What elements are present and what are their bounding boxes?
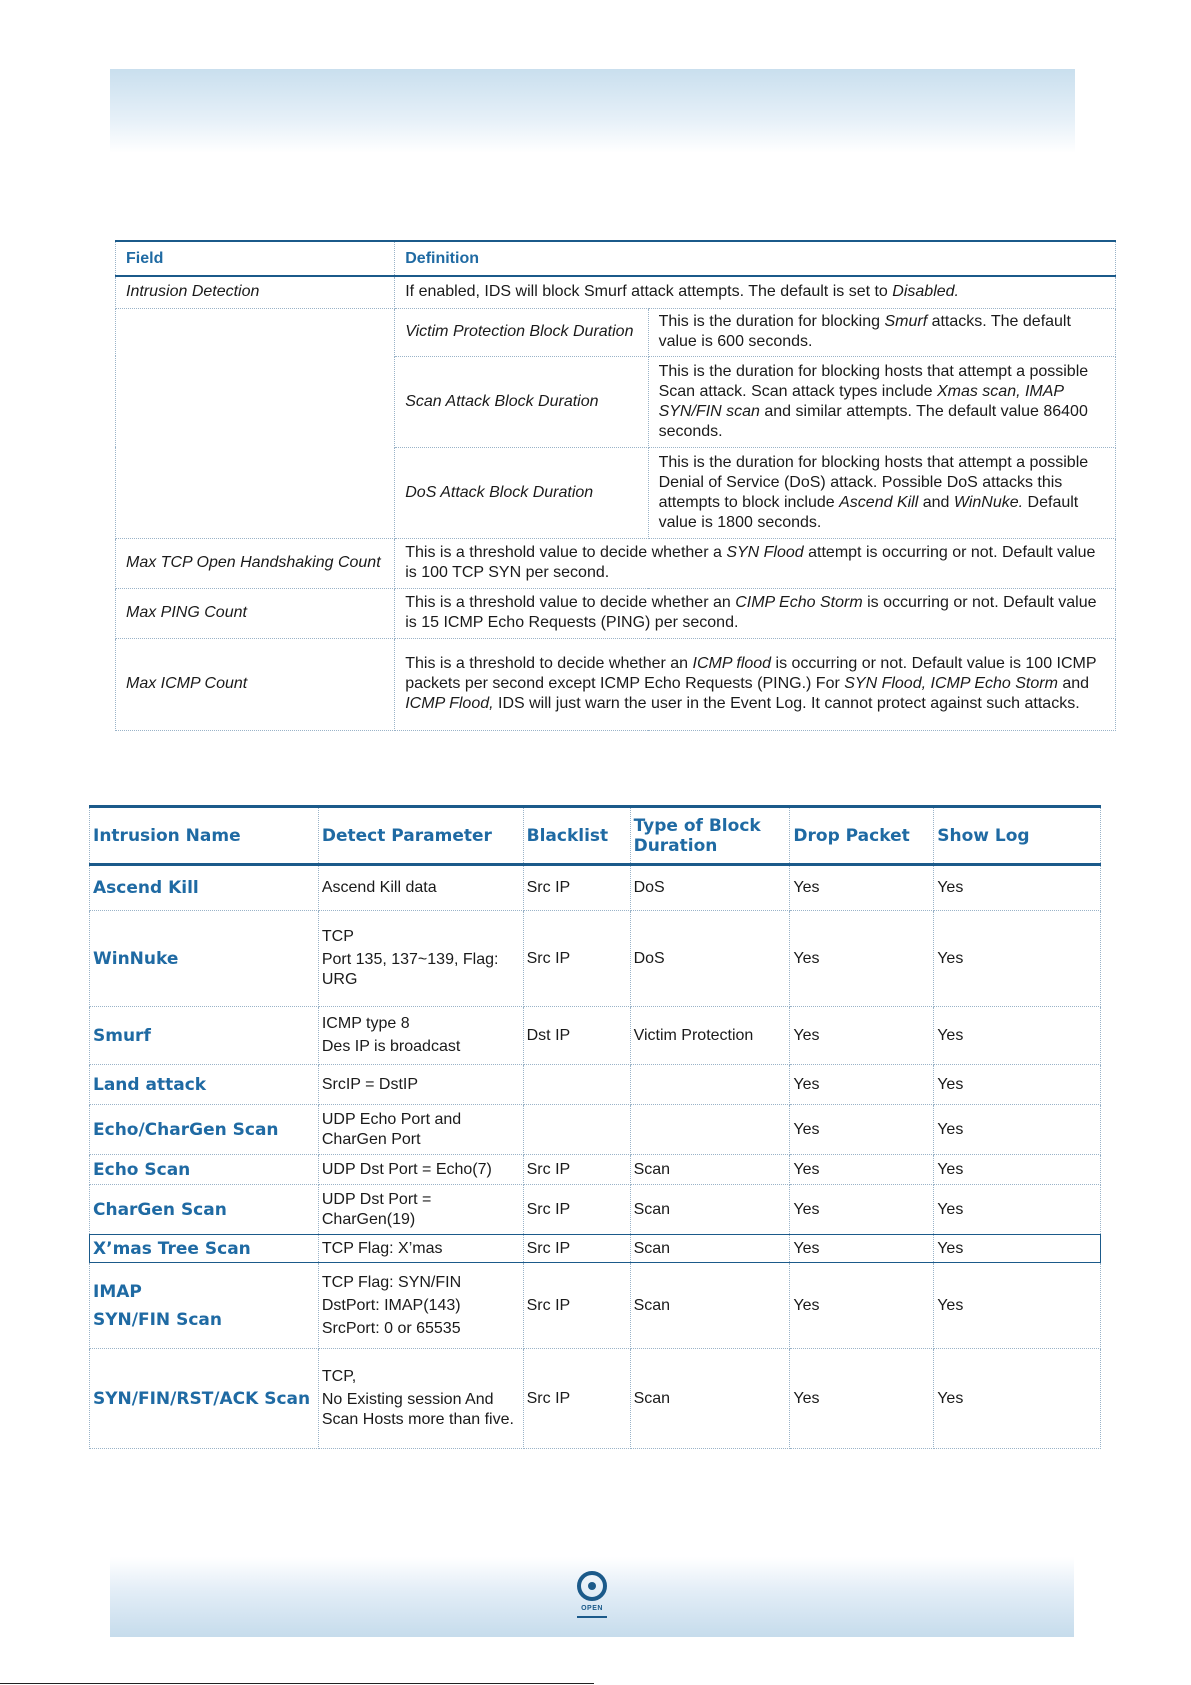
detect-parameter-cell (318, 1263, 523, 1349)
col-header-blacklist: Blacklist (523, 807, 630, 865)
intrusion-name: SYN/FIN Scan (93, 1309, 222, 1330)
intrusion-name-cell (90, 1065, 319, 1105)
intrusion-name-cell (90, 1155, 319, 1185)
logo-underline (577, 1616, 607, 1618)
intrusion-name: Land attack (93, 1074, 207, 1095)
detect-parameter: ICMP type 8 (321, 1015, 410, 1032)
logo-text: OPEN (581, 1605, 603, 1612)
block-duration-cell: DoS (630, 865, 790, 911)
detect-parameter-cell (318, 1235, 523, 1263)
show-log-cell: Yes (934, 911, 1101, 1007)
drop-packet-cell: Yes (790, 865, 934, 911)
detect-parameter: UDP Dst Port = Echo(7) (321, 1160, 492, 1178)
definition-header: Definition (395, 241, 1116, 276)
detect-parameter-cell (318, 1065, 523, 1105)
col-header-block-duration: Type of Block Duration (630, 807, 790, 865)
block-duration-cell: Scan (630, 1349, 790, 1449)
definition-cell: This is a threshold to decide whether an ICMP flood is occurring or not. Default value is 100 ICMP packets per second except ICMP Echo Requests (PING.) For SYN Flood, ICMP Echo Storm and ICMP Flood, IDS will just warn the user in the Event Log. It cannot protect against such attacks. (395, 638, 1116, 730)
table-row (90, 1007, 1101, 1065)
definition-cell: If enabled, IDS will block Smurf attack attempts. The default is set to Disabled. (395, 276, 1116, 308)
drop-packet-cell: Yes (790, 911, 934, 1007)
detect-parameter-cell (318, 1105, 523, 1155)
show-log-cell: Yes (934, 1065, 1101, 1105)
definition-cell: This is a threshold value to decide whether an CIMP Echo Storm is occurring or not. Default value is 15 ICMP Echo Requests (PING) per second. (395, 588, 1116, 638)
block-duration-cell: Scan (630, 1155, 790, 1185)
bottom-rule (0, 1683, 594, 1684)
intrusion-name: X’mas Tree Scan (93, 1238, 251, 1259)
detect-parameter-cell (318, 1349, 523, 1449)
header-band (110, 69, 1075, 153)
detect-parameter: Port 135, 137~139, Flag: URG (321, 951, 499, 988)
detect-parameter-cell (318, 1185, 523, 1235)
drop-packet-cell: Yes (790, 1155, 934, 1185)
field-definition-table (115, 240, 1116, 731)
detect-parameter: DstPort: IMAP(143) (321, 1296, 461, 1314)
definition-cell: This is a threshold value to decide whether a SYN Flood attempt is occurring or not. Default value is 100 TCP SYN per second. (395, 538, 1116, 588)
blacklist-cell: Src IP (523, 1155, 630, 1185)
table-row (90, 1235, 1101, 1263)
block-duration-cell: Scan (630, 1263, 790, 1349)
intrusion-name-cell (90, 1349, 319, 1449)
show-log-cell: Yes (934, 865, 1101, 911)
block-duration-cell: DoS (630, 911, 790, 1007)
intrusion-name-cell (90, 865, 319, 911)
detect-parameter: TCP, (321, 1368, 357, 1385)
intrusion-name: IMAP (93, 1281, 142, 1302)
field-cell: Max TCP Open Handshaking Count (116, 538, 395, 588)
drop-packet-cell: Yes (790, 1185, 934, 1235)
intrusion-name: WinNuke (93, 948, 179, 969)
blacklist-cell: Src IP (523, 1235, 630, 1263)
table-row (116, 308, 1116, 356)
drop-packet-cell: Yes (790, 1235, 934, 1263)
table-row (90, 1349, 1101, 1449)
blacklist-cell: Src IP (523, 911, 630, 1007)
table-row (90, 1263, 1101, 1349)
drop-packet-cell: Yes (790, 1065, 934, 1105)
show-log-cell: Yes (934, 1155, 1101, 1185)
blacklist-cell (523, 1105, 630, 1155)
drop-packet-cell: Yes (790, 1349, 934, 1449)
blacklist-cell: Src IP (523, 1263, 630, 1349)
detect-parameter: SrcPort: 0 or 65535 (321, 1319, 461, 1337)
show-log-cell: Yes (934, 1235, 1101, 1263)
drop-packet-cell: Yes (790, 1263, 934, 1349)
definition-cell: This is the duration for blocking hosts that attempt a possible Scan attack. Scan attack types include Xmas scan, IMAP SYN/FIN scan and similar attempts. The default value 86400 seconds. (648, 356, 1115, 447)
col-header-show-log: Show Log (934, 807, 1101, 865)
block-duration-cell (630, 1065, 790, 1105)
show-log-cell: Yes (934, 1105, 1101, 1155)
blacklist-cell: Src IP (523, 1185, 630, 1235)
block-duration-cell: Scan (630, 1235, 790, 1263)
field-cell-empty (116, 308, 395, 538)
detect-parameter: UDP Echo Port and CharGen Port (321, 1110, 462, 1148)
table-row (90, 1105, 1101, 1155)
table-row (90, 1065, 1101, 1105)
detect-parameter: Des IP is broadcast (321, 1038, 461, 1055)
intrusion-name: Smurf (93, 1025, 151, 1046)
field-cell: Max PING Count (116, 588, 395, 638)
intrusion-name-cell (90, 911, 319, 1007)
table-row (116, 276, 1116, 308)
subfield-cell: Scan Attack Block Duration (395, 356, 648, 447)
intrusion-name-cell (90, 1263, 319, 1349)
drop-packet-cell: Yes (790, 1105, 934, 1155)
show-log-cell: Yes (934, 1263, 1101, 1349)
subfield-cell: Victim Protection Block Duration (395, 308, 648, 356)
col-header-detect-parameter: Detect Parameter (318, 807, 523, 865)
detect-parameter: TCP Flag: SYN/FIN (321, 1273, 462, 1291)
field-cell: Max ICMP Count (116, 638, 395, 730)
intrusion-name: Echo Scan (93, 1159, 191, 1180)
field-header: Field (116, 241, 395, 276)
detect-parameter-cell (318, 865, 523, 911)
col-header-intrusion-name: Intrusion Name (90, 807, 319, 865)
drop-packet-cell: Yes (790, 1007, 934, 1065)
intrusion-name: Ascend Kill (93, 878, 199, 898)
detect-parameter: UDP Dst Port = CharGen(19) (321, 1190, 432, 1228)
intrusion-name-cell (90, 1235, 319, 1263)
intrusion-name: Echo/CharGen Scan (93, 1119, 279, 1140)
detect-parameter-cell (318, 911, 523, 1007)
show-log-cell: Yes (934, 1185, 1101, 1235)
intrusion-name: CharGen Scan (93, 1199, 227, 1220)
table-row (90, 865, 1101, 911)
detect-parameter-cell (318, 1007, 523, 1065)
detect-parameter: TCP (321, 928, 354, 945)
col-header-drop-packet: Drop Packet (790, 807, 934, 865)
intrusion-name-cell (90, 1007, 319, 1065)
block-duration-cell: Scan (630, 1185, 790, 1235)
blacklist-cell (523, 1065, 630, 1105)
block-duration-cell: Victim Protection (630, 1007, 790, 1065)
field-cell: Intrusion Detection (116, 276, 395, 308)
table-row (90, 1185, 1101, 1235)
table-row (90, 911, 1101, 1007)
table-row (90, 1155, 1101, 1185)
intrusion-name-cell (90, 1105, 319, 1155)
definition-cell: This is the duration for blocking hosts that attempt a possible Denial of Service (DoS) attack. Possible DoS attacks this attempts to block include Ascend Kill and WinNuke. Default value is 1800 seconds. (648, 447, 1115, 538)
detect-parameter: No Existing session And Scan Hosts more than five. (321, 1391, 514, 1428)
detect-parameter: SrcIP = DstIP (321, 1075, 419, 1093)
subfield-cell: DoS Attack Block Duration (395, 447, 648, 538)
intrusion-name: SYN/FIN/RST/ACK Scan (93, 1388, 311, 1409)
table-row (116, 588, 1116, 638)
blacklist-cell: Src IP (523, 865, 630, 911)
show-log-cell: Yes (934, 1349, 1101, 1449)
detect-parameter-cell (318, 1155, 523, 1185)
detect-parameter: Ascend Kill data (321, 879, 437, 896)
intrusion-name-cell (90, 1185, 319, 1235)
table-row (116, 638, 1116, 730)
show-log-cell: Yes (934, 1007, 1101, 1065)
blacklist-cell: Dst IP (523, 1007, 630, 1065)
blacklist-cell: Src IP (523, 1349, 630, 1449)
definition-cell: This is the duration for blocking Smurf attacks. The default value is 600 seconds. (648, 308, 1115, 356)
detect-parameter: TCP Flag: X’mas (321, 1239, 443, 1257)
intrusion-table (89, 805, 1101, 1449)
table-row (116, 538, 1116, 588)
block-duration-cell (630, 1105, 790, 1155)
